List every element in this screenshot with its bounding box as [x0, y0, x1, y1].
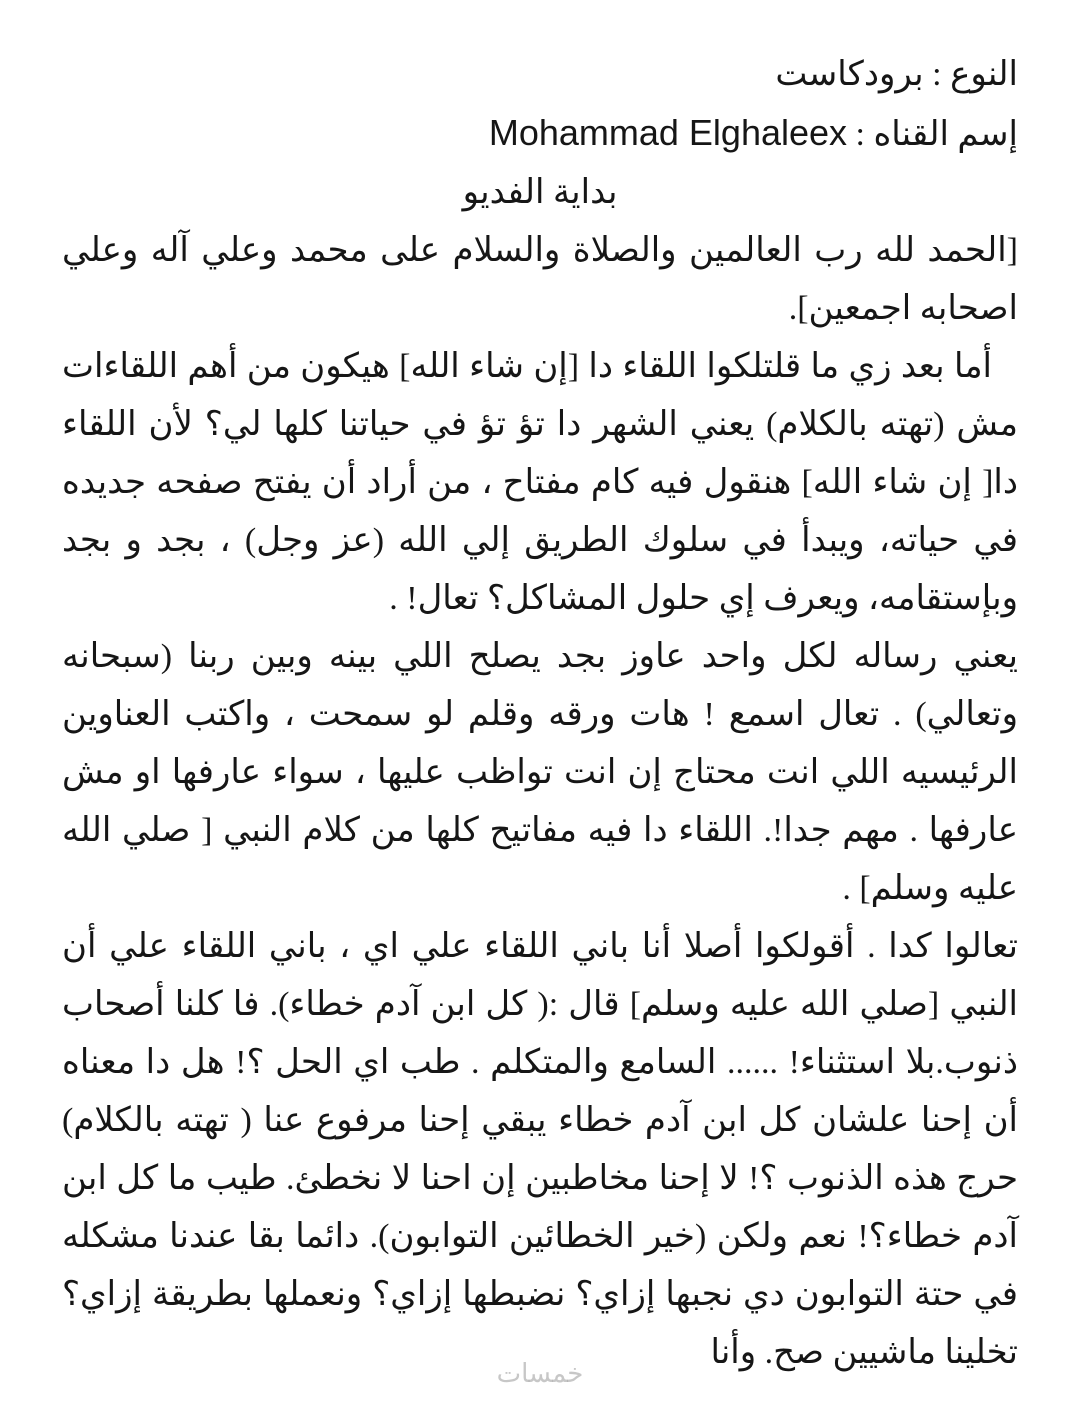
broadcast-type-line: النوع : برودكاست [775, 56, 1018, 93]
video-start-heading: بداية الفديو [462, 174, 618, 211]
channel-label: إسم القناه : [855, 116, 1018, 153]
paragraph-hadith-discussion: تعالوا كدا . أقولكوا أصلا أنا باني اللقاء علي اي ، باني اللقاء علي أن النبي [صلي الله عليه وسلم] قال :( كل ابن آدم خطاء). فا كلنا أصحاب ذنوب.بلا استثناء! ...... السامع والمتكلم . طب اي الحل ؟! هل دا معناه أن إحنا علشان كل ابن آدم خطاء يبقي إحنا مرفوع عنا ( تهته بالكلام) حرج هذه الذنوب ؟! لا إحنا مخاطبين إن احنا لا نخطئ. طيب ما كل ابن آدم خطاء؟! نعم ولكن (خير الخطائين التوابون). دائما بقا عندنا مشكله في حتة التوابون دي نجبها إزاي؟ نضبطها إزاي؟ ونعملها بطريقة إزاي؟ تخلينا ماشيين صح. وأنا [62, 928, 1018, 1371]
channel-line [62, 104, 1018, 164]
watermark-text: خمسات [496, 1359, 584, 1389]
paragraph-opening-praise: [الحمد لله رب العالمين والصلاة والسلام على محمد وعلي آله وعلي اصحابه اجمعين]. [62, 232, 1018, 327]
channel-name: Mohammad Elghaleex [488, 112, 848, 153]
paragraph-intro: أما بعد زي ما قلتلكوا اللقاء دا [إن شاء الله] هيكون من أهم اللقاءات مش (تهته بالكلام) يعني الشهر دا تؤ تؤ في حياتنا كلها لي؟ لأن اللقاء دا[ إن شاء الله] هنقول فيه كام مفتاح ، من أراد أن يفتح صفحه جديده في حياته، ويبدأ في سلوك الطريق إلي الله (عز وجل) ، بجد و بجد وبإستقامه، ويعرف إي حلول المشاكل؟ تعال! . [62, 348, 1018, 617]
paragraph-message: يعني رساله لكل واحد عاوز بجد يصلح اللي بينه وبين ربنا (سبحانه وتعالي) . تعال اسمع ! هات ورقه وقلم لو سمحت ، واكتب العناوين الرئيسيه اللي انت محتاج إن انت تواظب عليها ، سواء عارفها او مش عارفها . مهم جدا!. اللقاء دا فيه مفاتيح كلها من كلام النبي [ صلي الله عليه وسلم] . [62, 638, 1018, 907]
